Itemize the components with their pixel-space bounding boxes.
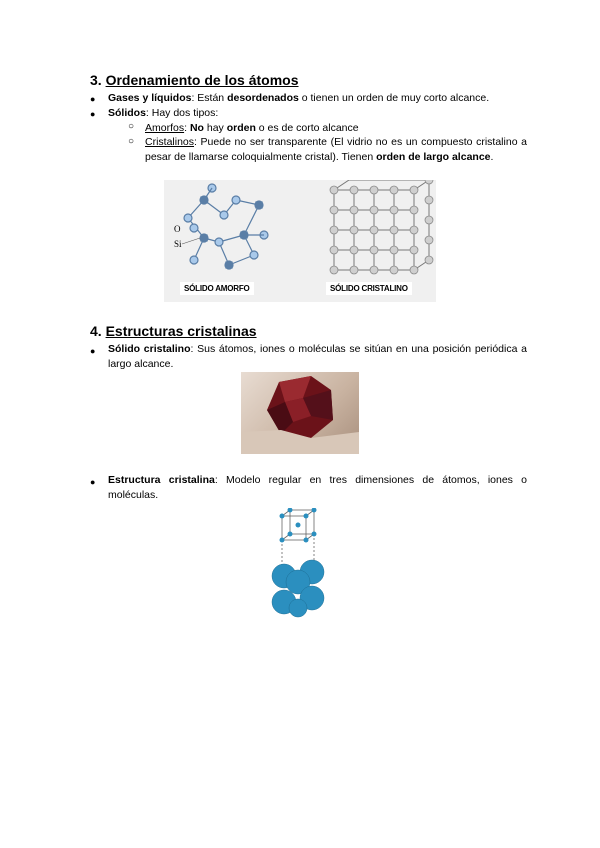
sub-bullet-icon: ○ <box>128 136 135 147</box>
caption-crystalline: SÓLIDO CRISTALINO <box>326 282 412 295</box>
bullet-icon: ● <box>90 477 96 487</box>
section-title: Ordenamiento de los átomos <box>105 72 299 88</box>
section-3-heading <box>90 72 299 88</box>
unit-cell-diagram <box>268 508 330 618</box>
section-4-heading <box>90 323 257 339</box>
list-item: Sólidos: Hay dos tipos: <box>108 107 219 119</box>
list-item: Estructura cristalina: Modelo regular en tres dimensiones de átomos, iones o moléculas. <box>108 474 527 501</box>
sub-list-item: Cristalinos: Puede no ser transparente (El vidrio no es un compuesto cristalino a pesar de llamarse coloquialmente cristal). Tienen orden de largo alcance. <box>145 136 527 163</box>
silicon-label: Si <box>174 239 182 249</box>
caption-amorphous: SÓLIDO AMORFO <box>180 282 254 295</box>
solid-structures-figure <box>164 180 436 302</box>
section-number: 3. <box>90 72 102 88</box>
oxygen-label: O <box>174 224 181 234</box>
sub-list-item: Amorfos: No hay orden o es de corto alcance <box>145 122 359 134</box>
bullet-icon: ● <box>90 346 96 356</box>
section-number: 4. <box>90 323 102 339</box>
bullet-icon: ● <box>90 109 96 119</box>
sub-bullet-icon: ○ <box>128 121 135 132</box>
bullet-icon: ● <box>90 94 96 104</box>
crystal-photo <box>241 372 359 454</box>
list-item: Gases y líquidos: Están desordenados o tienen un orden de muy corto alcance. <box>108 92 490 104</box>
list-item: Sólido cristalino: Sus átomos, iones o moléculas se sitúan en una posición periódica a largo alcance. <box>108 343 527 370</box>
section-title: Estructuras cristalinas <box>105 323 257 339</box>
